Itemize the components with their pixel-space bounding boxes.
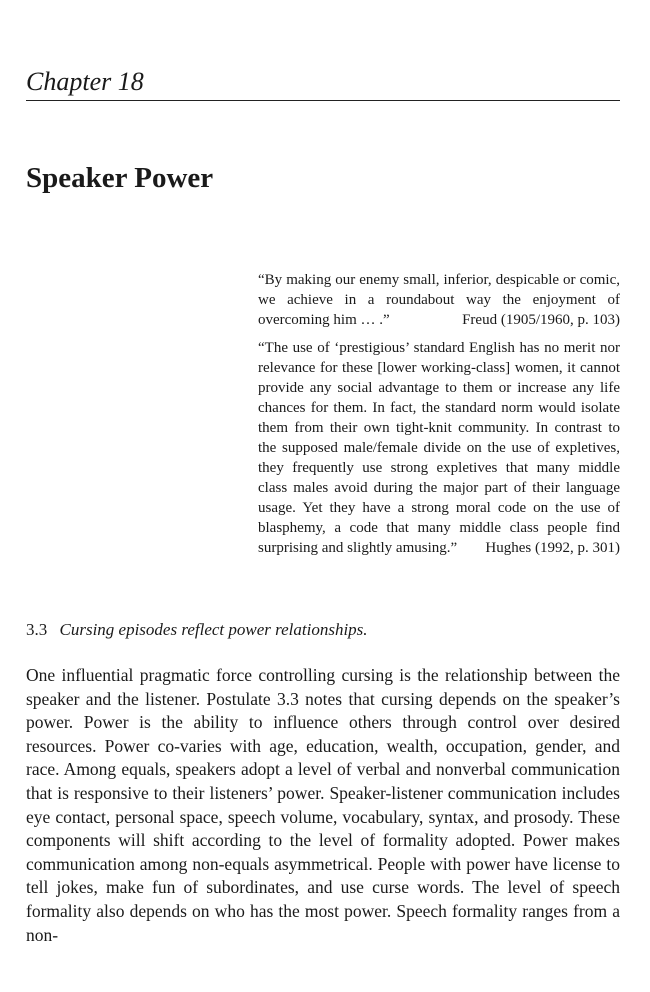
chapter-title: Speaker Power xyxy=(26,162,214,194)
epigraphs xyxy=(258,270,620,566)
postulate-number: 3.3 xyxy=(26,620,48,639)
epigraph-hughes xyxy=(258,338,620,558)
chapter-number: Chapter 18 xyxy=(26,67,144,96)
body-paragraph: One influential pragmatic force controlling cursing is the relationship between the speaker and the listener. Postulate 3.3 notes that cursing depends on the speaker’s power. Power is the ability to influence others through control over desired resources. Power co-varies with age, education, wealth, occupation, gender, and race. Among equals, speakers adopt a level of verbal and nonverbal communication that is responsive to their listeners’ power. Speaker-listener communication includes eye contact, personal space, speech volume, vocabulary, syntax, and prosody. These components will shift according to the level of formality adopted. Power makes communication among non-equals asymmetrical. People with power have license to tell jokes, make fun of subordinates, and use curse words. The level of speech formality also depends on who has the most power. Speech formality ranges from a non- xyxy=(26,665,620,945)
epigraph-quote: “By making our enemy small, inferior, despicable or comic, we achieve in a roundabout way the enjoyment of overcoming him … .” xyxy=(258,272,620,328)
epigraph-freud xyxy=(258,270,620,330)
chapter-rule xyxy=(26,100,620,101)
epigraph-attribution: Hughes (1992, p. 301) xyxy=(485,540,620,556)
postulate-text: Cursing episodes reflect power relationships. xyxy=(59,620,368,639)
epigraph-quote: “The use of ‘prestigious’ standard English has no merit nor relevance for these [lower working-class] women, it cannot provide any social advantage to them or increase any life chances for them. In fact, the standard norm would isolate them from their own tight-knit community. In contrast to the supposed male/female divide on the use of expletives, they frequently use strong expletives that many middle class males avoid during the major part of their language usage. Yet they have a strong moral code on the use of blasphemy, a code that many middle class people find surprising and slightly amusing.” xyxy=(258,340,620,556)
epigraph-attribution: Freud (1905/1960, p. 103) xyxy=(462,312,620,328)
postulate-heading xyxy=(26,618,620,642)
